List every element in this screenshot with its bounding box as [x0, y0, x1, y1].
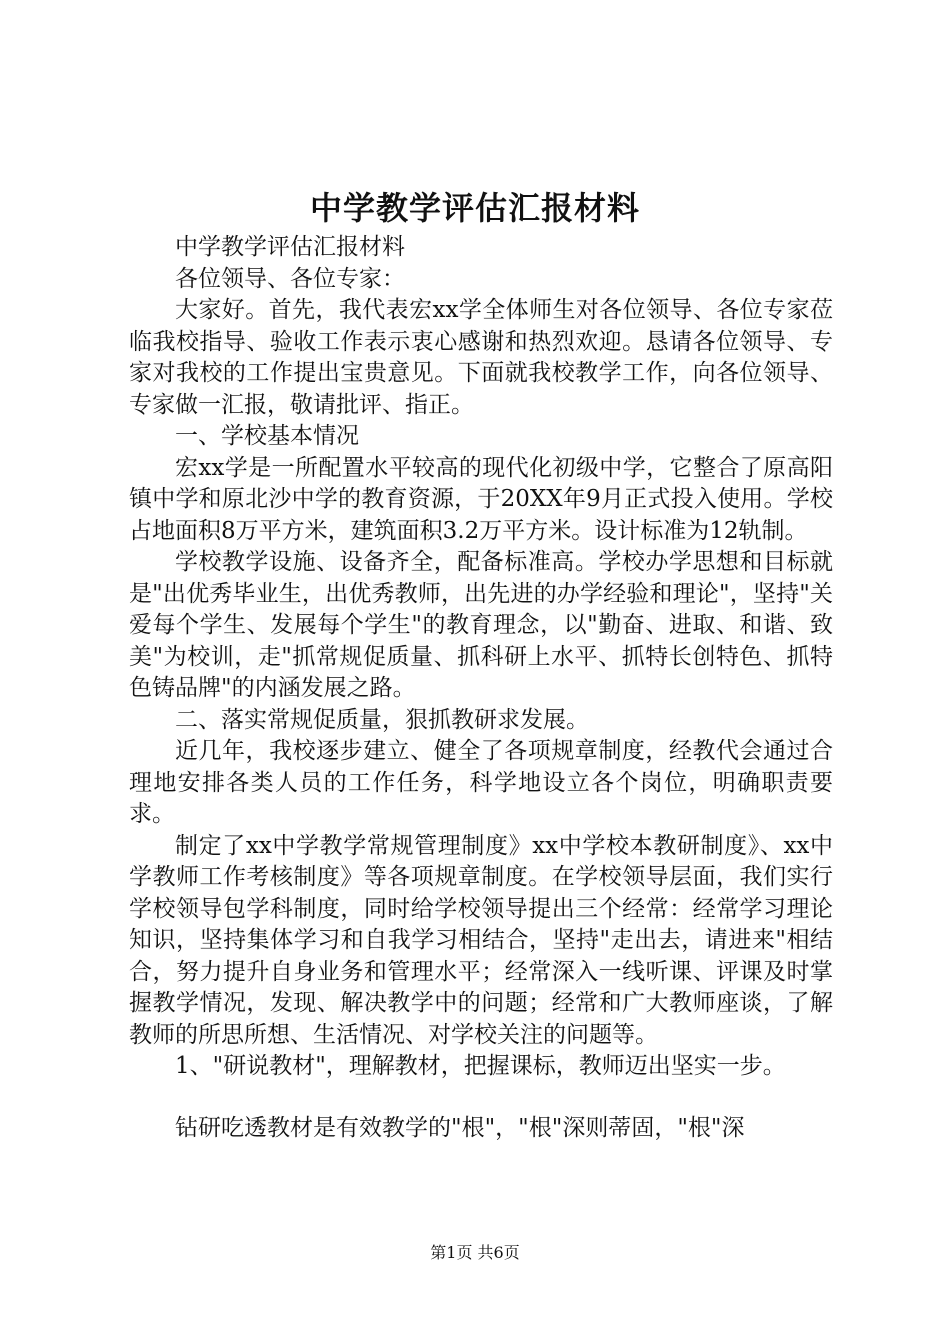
subsection-heading-textbook: 1、"研说教材"，理解教材，把握课标，教师迈出坚实一步。: [175, 1053, 786, 1079]
body-paragraph-regulations: 近几年，我校逐步建立、健全了各项规章制度，经教代会通过合理地安排各类人员的工作任务，科学地设立各个岗位，明确职责要求。: [129, 738, 833, 827]
document-body: [129, 232, 833, 1144]
section-heading-basic-info: 一、学校基本情况: [175, 423, 359, 449]
body-paragraph-textbook-study: 钻研吃透教材是有效教学的"根"，"根"深则蒂固，"根"深: [175, 1114, 745, 1141]
body-paragraph-school-intro: 宏xx学是一所配置水平较高的现代化初级中学，它整合了原高阳镇中学和原北沙中学的教育资源，于20XX年9月正式投入使用。学校占地面积8万平方米，建筑面积3.2万平方米。设计标准为12轨制。: [129, 454, 833, 544]
body-paragraph-school-philosophy: 学校教学设施、设备齐全，配备标准高。学校办学思想和目标就是"出优秀毕业生，出优秀教师，出先进的办学经验和理论"，坚持"关爱每个学生、发展每个学生"的教育理念，以"勤奋、进取、和谐、致美"为校训，走"抓常规促质量、抓科研上水平、抓特长创特色、抓特色铸品牌"的内涵发展之路。: [129, 549, 833, 701]
section-heading-routine-quality: 二、落实常规促质量，狠抓教研求发展。: [175, 706, 589, 733]
body-paragraph-greeting: 大家好。首先，我代表宏xx学全体师生对各位领导、各位专家莅临我校指导、验收工作表示衷心感谢和热烈欢迎。恳请各位领导、专家对我校的工作提出宝贵意见。下面就我校教学工作，向各位领导、专家做一汇报，敬请批评、指正。: [129, 297, 833, 418]
page-footer: 第1页 共6页: [430, 1243, 520, 1262]
body-paragraph-systems: 制定了xx中学教学常规管理制度》xx中学校本教研制度》、xx中学教师工作考核制度》等各项规章制度。在学校领导层面，我们实行学校领导包学科制度，同时给学校领导提出三个经常：经常学习理论知识，坚持集体学习和自我学习相结合，坚持"走出去，请进来"相结合，努力提升自身业务和管理水平；经常深入一线听课、评课及时掌握教学情况，发现、解决教学中的问题；经常和广大教师座谈，了解教师的所思所想、生活情况、对学校关注的问题等。: [129, 832, 833, 1048]
document-title: 中学教学评估汇报材料: [309, 189, 640, 227]
body-paragraph-heading-repeat: 中学教学评估汇报材料: [175, 234, 405, 260]
body-paragraph-salutation: 各位领导、各位专家：: [175, 265, 405, 292]
